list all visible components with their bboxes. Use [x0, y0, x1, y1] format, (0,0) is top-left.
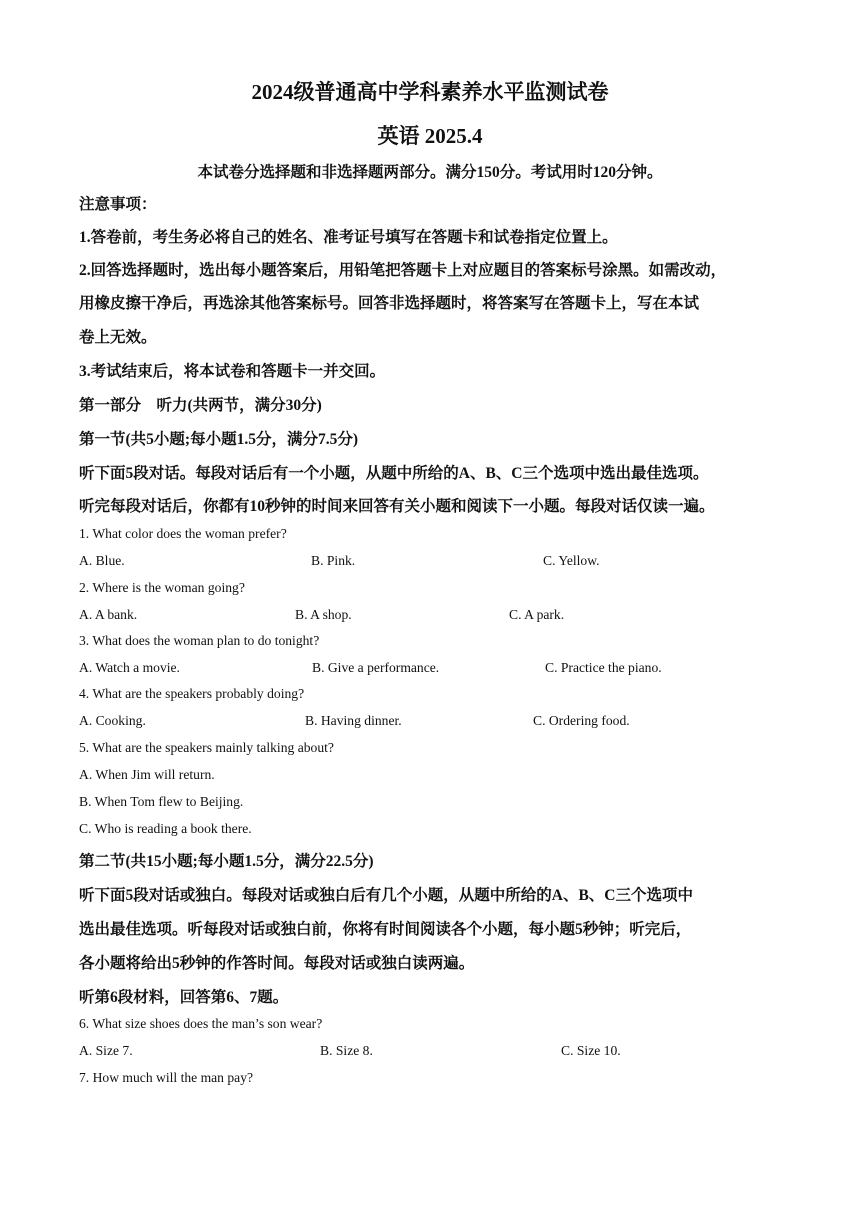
section1-heading: 第一节(共5小题;每小题1.5分，满分7.5分) — [79, 431, 358, 448]
exam-intro: 本试卷分选择题和非选择题两部分。满分150分。考试用时120分钟。 — [197, 164, 663, 181]
material-6-label: 听第6段材料，回答第6、7题。 — [79, 989, 289, 1006]
q4-option-a: A. Cooking. — [79, 713, 146, 728]
q6-option-b: B. Size 8. — [320, 1043, 373, 1058]
q2-option-b: B. A shop. — [295, 607, 352, 622]
part1-heading: 第一部分 听力(共两节，满分30分) — [79, 397, 322, 414]
note-line-2: 2.回答选择题时，选出每小题答案后，用铅笔把答题卡上对应题目的答案标号涂黑。如需改动， — [79, 262, 727, 279]
q5-option-b: B. When Tom flew to Beijing. — [79, 794, 244, 809]
note-line-1: 1.答卷前，考生务必将自己的姓名、准考证号填写在答题卡和试卷指定位置上。 — [79, 229, 618, 246]
q1-option-c: C. Yellow. — [543, 553, 600, 568]
note-line-4: 卷上无效。 — [79, 329, 157, 346]
q3-option-a: A. Watch a movie. — [79, 660, 180, 675]
q1-option-b: B. Pink. — [311, 553, 356, 568]
section2-heading: 第二节(共15小题;每小题1.5分，满分22.5分) — [79, 853, 374, 870]
notes-heading: 注意事项： — [79, 196, 157, 213]
q5-option-a: A. When Jim will return. — [79, 767, 215, 782]
note-line-3: 用橡皮擦干净后，再选涂其他答案标号。回答非选择题时，将答案写在答题卡上，写在本试 — [79, 295, 700, 312]
question-1: 1. What color does the woman prefer? — [79, 526, 287, 541]
q6-option-c: C. Size 10. — [561, 1043, 621, 1058]
q2-option-a: A. A bank. — [79, 607, 138, 622]
q4-option-c: C. Ordering food. — [533, 713, 630, 728]
question-6: 6. What size shoes does the man’s son wear? — [79, 1016, 323, 1031]
exam-title: 2024级普通高中学科素养水平监测试卷 — [251, 80, 609, 104]
q3-option-c: C. Practice the piano. — [545, 660, 662, 675]
q5-option-c: C. Who is reading a book there. — [79, 821, 252, 836]
q1-option-a: A. Blue. — [79, 553, 125, 568]
section2-instruction-2: 选出最佳选项。听每段对话或独白前，你将有时间阅读各个小题，每小题5秒钟；听完后， — [79, 921, 692, 938]
q4-option-b: B. Having dinner. — [305, 713, 402, 728]
q3-option-b: B. Give a performance. — [312, 660, 440, 675]
section2-instruction-1: 听下面5段对话或独白。每段对话或独白后有几个小题，从题中所给的A、B、C三个选项中 — [79, 887, 693, 904]
question-3: 3. What does the woman plan to do tonight? — [79, 633, 320, 648]
question-5: 5. What are the speakers mainly talking about? — [79, 740, 334, 755]
section2-instruction-3: 各小题将给出5秒钟的作答时间。每段对话或独白读两遍。 — [79, 955, 475, 972]
question-2: 2. Where is the woman going? — [79, 580, 245, 595]
question-4: 4. What are the speakers probably doing? — [79, 686, 305, 701]
exam-subtitle: 英语 2025.4 — [377, 124, 483, 148]
section1-instruction-2: 听完每段对话后，你都有10秒钟的时间来回答有关小题和阅读下一小题。每段对话仅读一遍。 — [79, 498, 715, 515]
q2-option-c: C. A park. — [509, 607, 565, 622]
section1-instruction-1: 听下面5段对话。每段对话后有一个小题，从题中所给的A、B、C三个选项中选出最佳选项。 — [79, 465, 709, 482]
question-7: 7. How much will the man pay? — [79, 1070, 254, 1085]
note-line-5: 3.考试结束后，将本试卷和答题卡一并交回。 — [79, 363, 386, 380]
q6-option-a: A. Size 7. — [79, 1043, 133, 1058]
